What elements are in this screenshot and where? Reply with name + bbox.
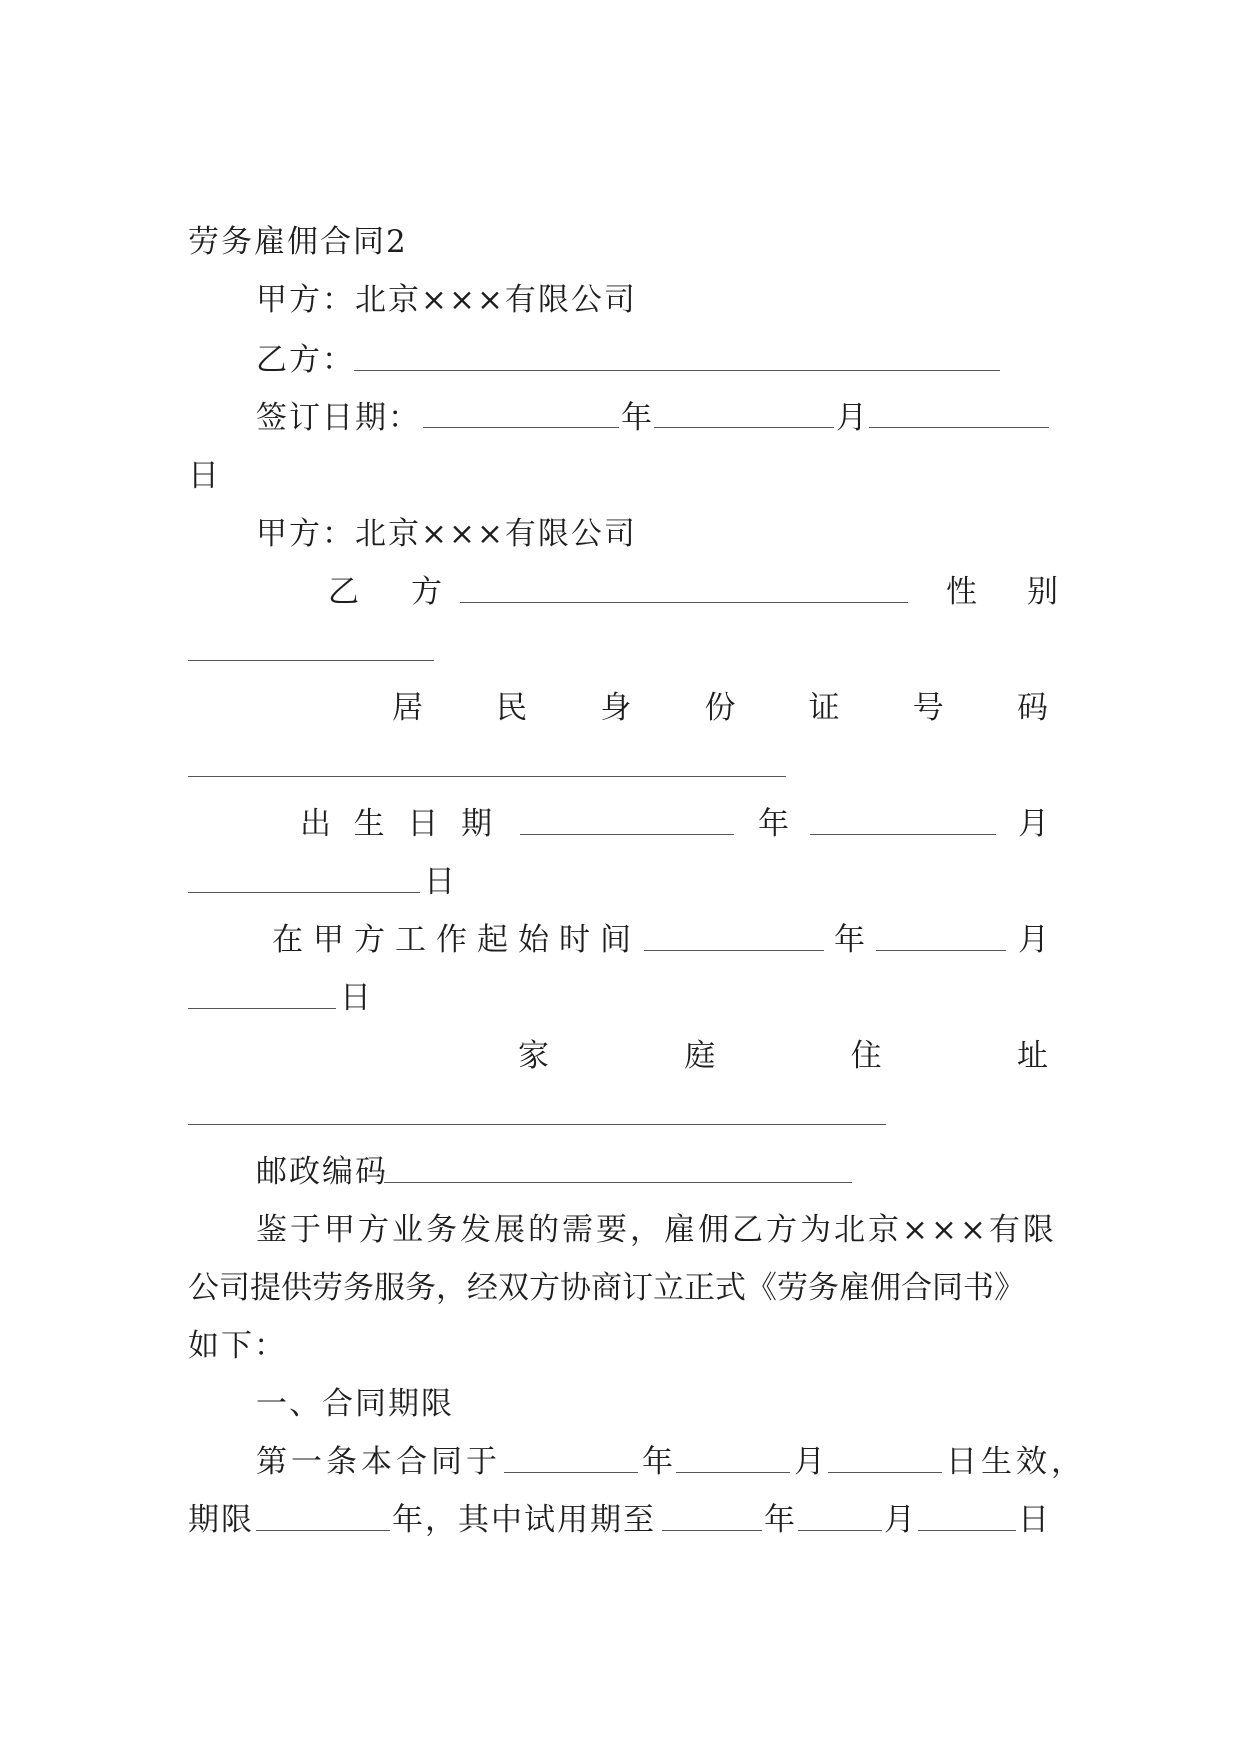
birth-year-blank[interactable] bbox=[520, 834, 734, 835]
sign-month-unit: 月 bbox=[836, 400, 867, 436]
party-a-name: 北京×××有限公司 bbox=[355, 282, 637, 318]
address-blank[interactable] bbox=[188, 1124, 886, 1125]
effective-month-blank[interactable] bbox=[676, 1472, 790, 1473]
party-a-label: 甲方： bbox=[256, 282, 355, 318]
birth-month-blank[interactable] bbox=[810, 834, 996, 835]
work-start-year-unit: 年 bbox=[834, 922, 867, 958]
party-a-label-2: 甲方： bbox=[256, 516, 355, 552]
work-start-day-unit: 日 bbox=[340, 980, 373, 1016]
work-start-label: 在甲方工作起始时间 bbox=[272, 922, 641, 958]
postcode-label: 邮政编码 bbox=[256, 1154, 388, 1190]
probation-month-blank[interactable] bbox=[798, 1530, 882, 1531]
id-number-label: 居 民 身 份 证 号 码 bbox=[392, 690, 1048, 726]
party-b-label-2: 乙 方 bbox=[328, 574, 442, 610]
intro-line-1: 鉴于甲方业务发展的需要，雇佣乙方为北京×××有限 bbox=[256, 1212, 1057, 1248]
sign-date-label: 签订日期： bbox=[256, 400, 421, 436]
section-1-heading: 一、合同期限 bbox=[256, 1386, 454, 1422]
effective-month-unit: 月 bbox=[794, 1444, 827, 1480]
birth-date-label: 出 生 日 期 bbox=[300, 806, 492, 842]
sign-day-unit: 日 bbox=[188, 458, 221, 494]
sign-month-blank[interactable] bbox=[654, 401, 834, 428]
gender-label: 性 别 bbox=[946, 574, 1058, 610]
sign-day-blank[interactable] bbox=[869, 401, 1049, 428]
work-start-year-blank[interactable] bbox=[644, 950, 824, 951]
sign-date-line bbox=[256, 398, 1051, 438]
party-a-name-2: 北京×××有限公司 bbox=[355, 516, 637, 552]
term-years-blank[interactable] bbox=[256, 1530, 390, 1531]
birth-year-unit: 年 bbox=[758, 806, 791, 842]
sign-year-unit: 年 bbox=[621, 400, 652, 436]
document-title: 劳务雇佣合同2 bbox=[188, 224, 408, 260]
effective-day-blank[interactable] bbox=[828, 1472, 942, 1473]
probation-day-blank[interactable] bbox=[918, 1530, 1016, 1531]
address-label: 家 庭 住 址 bbox=[518, 1038, 1048, 1074]
work-start-day-blank[interactable] bbox=[188, 1008, 336, 1009]
party-b-name-blank[interactable] bbox=[460, 602, 908, 603]
article-1-prefix: 第一条本合同于 bbox=[256, 1444, 501, 1480]
sign-year-blank[interactable] bbox=[423, 401, 619, 428]
id-number-blank[interactable] bbox=[188, 776, 786, 777]
probation-month-unit: 月 bbox=[884, 1502, 917, 1538]
party-b-label: 乙方： bbox=[256, 342, 355, 378]
term-years-unit: 年，其中试用期至 bbox=[392, 1502, 656, 1538]
effective-year-unit: 年 bbox=[642, 1444, 675, 1480]
intro-line-3: 如下： bbox=[188, 1328, 287, 1364]
birth-day-unit: 日 bbox=[424, 864, 457, 900]
work-start-month-blank[interactable] bbox=[876, 950, 1006, 951]
probation-year-unit: 年 bbox=[764, 1502, 797, 1538]
probation-day-unit: 日 bbox=[1018, 1502, 1051, 1538]
probation-year-blank[interactable] bbox=[662, 1530, 762, 1531]
intro-line-2: 公司提供劳务服务，经双方协商订立正式《劳务雇佣合同书》 bbox=[188, 1270, 1025, 1306]
effective-day-unit: 日生效， bbox=[946, 1444, 1086, 1480]
effective-year-blank[interactable] bbox=[504, 1472, 638, 1473]
gender-blank[interactable] bbox=[188, 660, 434, 661]
party-a-line-2 bbox=[256, 514, 637, 554]
postcode-blank[interactable] bbox=[384, 1182, 852, 1183]
party-b-line bbox=[256, 340, 355, 380]
term-label: 期限 bbox=[188, 1502, 254, 1538]
work-start-month-unit: 月 bbox=[1018, 922, 1051, 958]
party-b-blank[interactable] bbox=[354, 370, 1000, 371]
party-a-line bbox=[256, 280, 637, 320]
birth-day-blank[interactable] bbox=[188, 892, 420, 893]
birth-month-unit: 月 bbox=[1018, 806, 1051, 842]
